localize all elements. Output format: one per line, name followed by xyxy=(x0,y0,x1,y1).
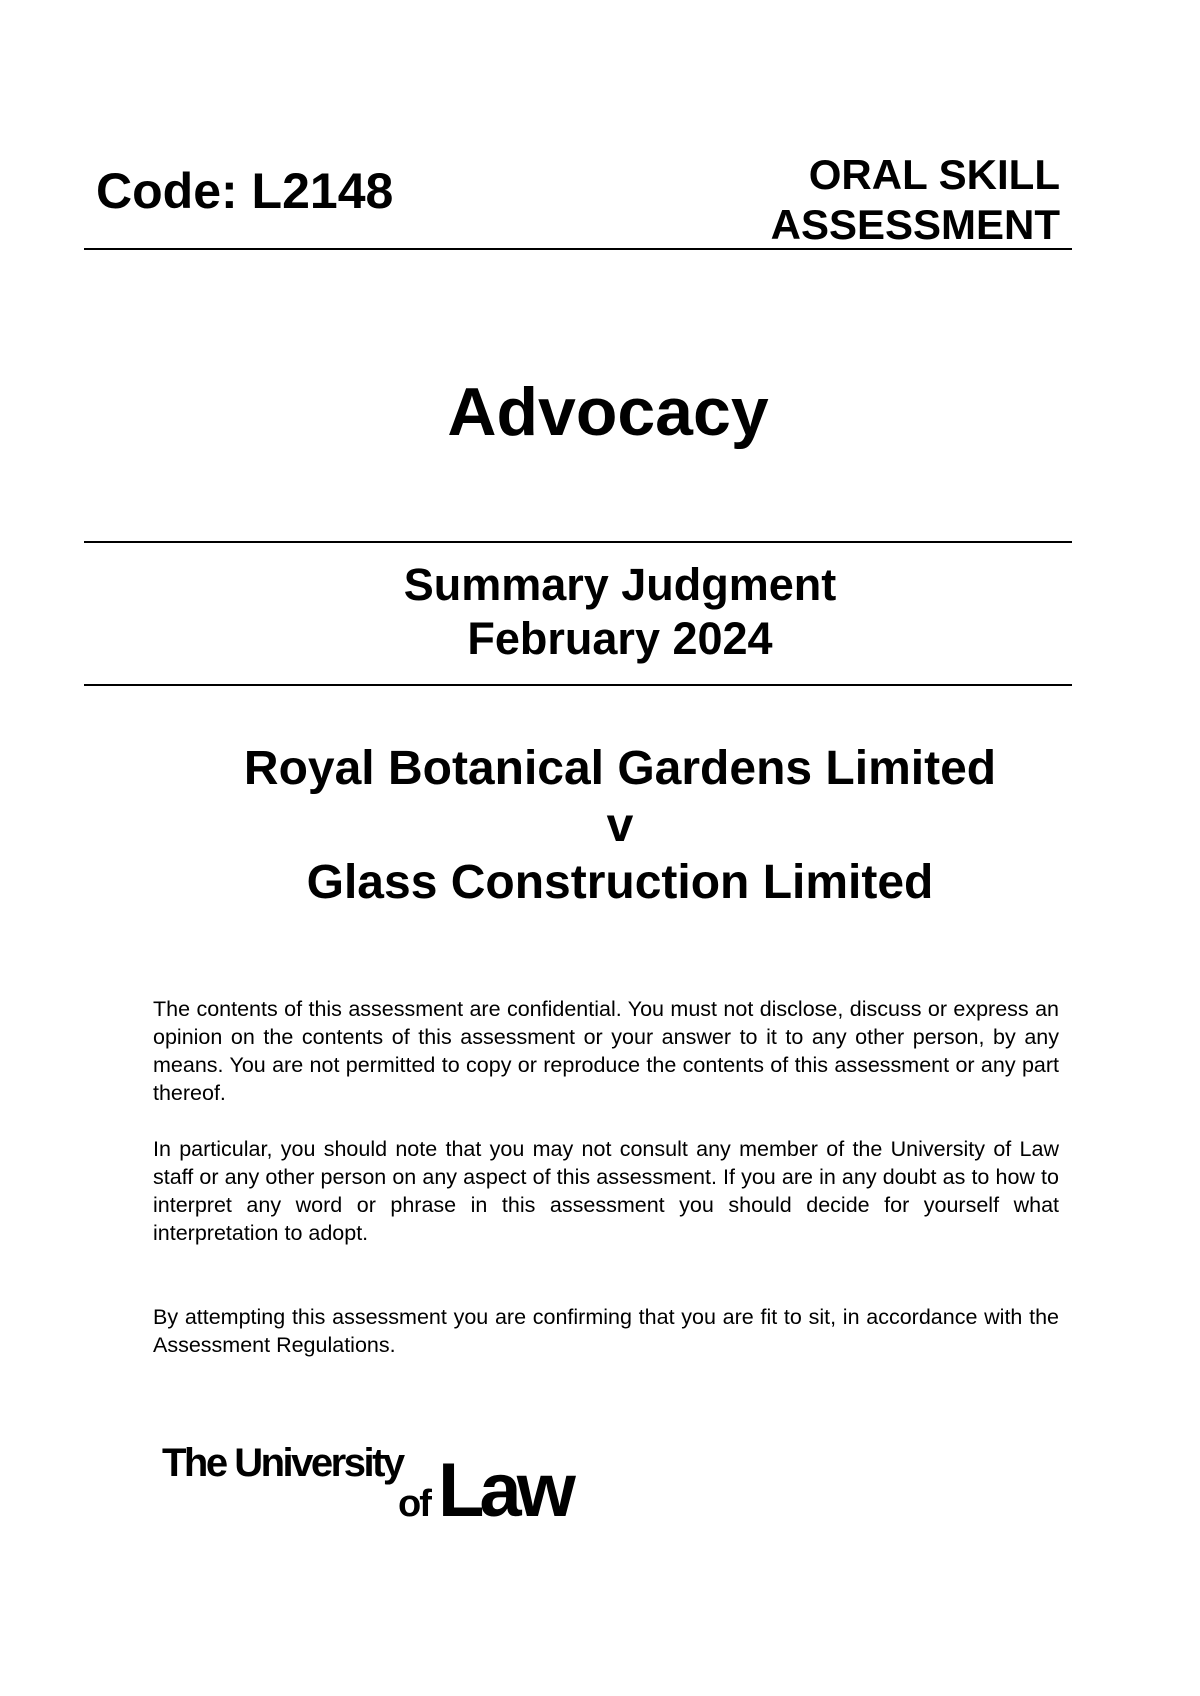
confidentiality-notices xyxy=(153,995,1059,1387)
assessment-type-heading xyxy=(771,150,1060,250)
notice-paragraph: In particular, you should note that you may not consult any member of the University of Law staff or any other person on any aspect of this assessment. If you are in any doubt as to how to interpret any word or phrase in this assessment you should decide for yourself what interpretation to adopt. xyxy=(153,1137,1059,1245)
notice-paragraph: By attempting this assessment you are confirming that you are fit to sit, in accordance with the Assessment Regulations. xyxy=(153,1305,1059,1357)
university-of-law-logo xyxy=(160,1440,610,1520)
header-divider xyxy=(84,248,1072,250)
case-title xyxy=(84,740,1156,911)
assessment-code: Code: L2148 xyxy=(96,163,394,219)
subtitle-bottom-divider xyxy=(84,684,1072,686)
subtitle-top-divider xyxy=(84,541,1072,543)
assessment-type-line-2: ASSESSMENT xyxy=(770,201,1060,248)
notice-paragraph: The contents of this assessment are confidential. You must not disclose, discuss or express an opinion on the contents of this assessment or your answer to it to any other person, by any means. You are not permitted to copy or reproduce the contents of this assessment or any part thereof. xyxy=(153,997,1059,1105)
logo-law-text: Law xyxy=(438,1448,571,1520)
logo-of-text: of xyxy=(398,1483,430,1520)
logo-university-text: The University xyxy=(162,1441,403,1485)
assessment-type-line-1: ORAL SKILL xyxy=(808,151,1060,198)
subtitle-line-1: Summary Judgment xyxy=(403,559,837,610)
case-claimant: Royal Botanical Gardens Limited xyxy=(243,742,997,795)
module-title: Advocacy xyxy=(447,374,769,450)
case-defendant: Glass Construction Limited xyxy=(306,856,934,909)
subtitle-line-2: February 2024 xyxy=(467,613,773,664)
case-versus: v xyxy=(606,799,634,852)
assessment-subtitle xyxy=(84,558,1156,666)
